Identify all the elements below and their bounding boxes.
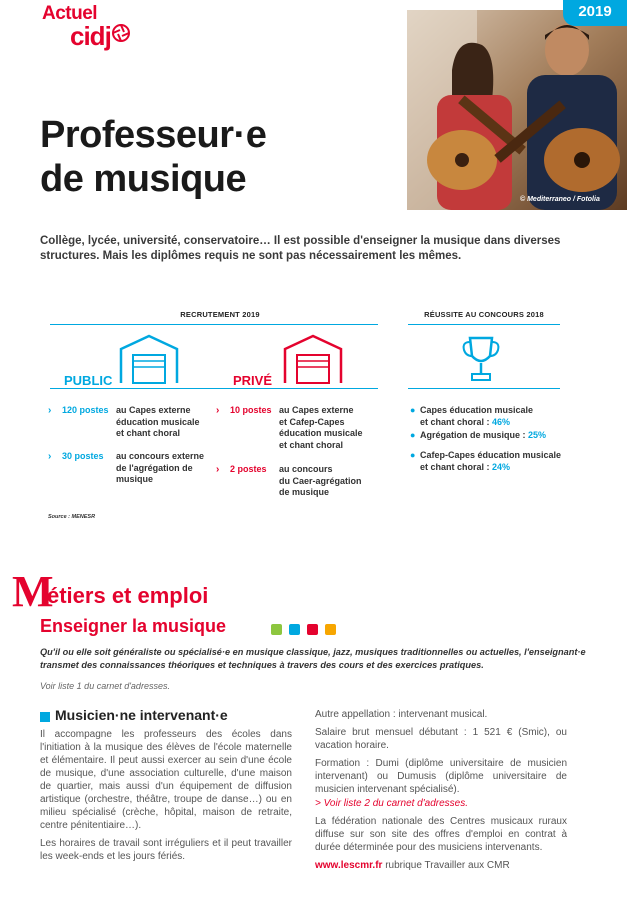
stat-desc-line: éducation musicale: [279, 428, 363, 438]
title-line-2: de musique: [40, 158, 247, 200]
success-pct: 46%: [492, 416, 511, 427]
success-text: Capes éducation musicale: [420, 405, 534, 415]
chevron-right-icon: ›: [216, 405, 220, 416]
stat-desc-line: au concours: [279, 464, 333, 474]
intro-text: Collège, lycée, université, conservatoire… Il est possible d'enseigner la musique dans diverses structures. Mais les diplômes requis ne sont pas nécessairement les mêmes.: [40, 235, 561, 262]
stat-desc: [279, 464, 362, 499]
success-heading: RÉUSSITE AU CONCOURS 2018: [424, 310, 544, 319]
success-rule: [408, 324, 560, 325]
stat-desc-line: du Caer-agrégation: [279, 475, 362, 486]
stat-desc: [116, 451, 204, 486]
stat-desc-line: au Capes externe: [116, 405, 191, 415]
success-text: et chant choral :: [420, 461, 493, 472]
stat-desc-line: musique: [116, 474, 154, 484]
success-rule-bottom: [408, 388, 560, 389]
logo-cidj: cidj: [70, 21, 111, 51]
stat-desc-line: au concours externe: [116, 451, 205, 461]
stat-number: 2 postes: [230, 464, 267, 474]
photo-credit: © Mediterraneo / Fotolia: [520, 196, 600, 203]
right-column: [315, 708, 567, 877]
color-square-red: [307, 624, 318, 635]
paragraph: Il accompagne les professeurs des écoles dans l'initiation à la musique des élèves de l'école maternelle et élémentaire. Il peut aussi exercer au sein d'une école de musique, d'une association culturelle, d'une maison de quartier, mais aussi d'un équipement de diffusion artistique (orchestre, théâtre, troupe de danse…) ou en milieu spécialisé (crèche, hôpital, maison de retraite, centre pénitentiaire…).: [40, 729, 292, 831]
stat-number: 10 postes: [230, 405, 272, 415]
bullet-icon: ●: [410, 405, 416, 415]
success-item-2: [410, 430, 580, 442]
trophy-icon: [460, 334, 502, 388]
public-building-icon: [118, 333, 180, 385]
prive-stat-1: [216, 405, 386, 457]
paragraph: Les horaires de travail sont irréguliers et il peut travailler les week-ends et les jours fériés.: [40, 838, 292, 862]
stat-number: 120 postes: [62, 405, 109, 415]
stat-desc-line: de musique: [279, 487, 330, 497]
stat-desc-line: et chant choral: [116, 428, 181, 438]
stat-number: 30 postes: [62, 451, 104, 461]
section-subtitle: Enseigner la musique: [40, 616, 227, 636]
page-title: [40, 113, 266, 201]
subsection-heading: Musicien·ne intervenant·e: [55, 707, 228, 723]
year-badge: 2019: [563, 0, 627, 26]
left-column: [40, 728, 292, 868]
prive-building-icon: [282, 333, 344, 385]
public-label: PUBLIC: [64, 373, 113, 388]
success-text: Cafep-Capes éducation musicale: [420, 450, 562, 460]
success-text: Agrégation de musique :: [420, 430, 529, 440]
prive-label: PRIVÉ: [233, 373, 273, 388]
success-item-3: [410, 450, 585, 473]
chevron-right-icon: ›: [48, 451, 52, 462]
recruitment-heading: RECRUTEMENT 2019: [180, 310, 260, 319]
paragraph: Salaire brut mensuel débutant : 1 521 € (Smic), ou vacation horaire.: [315, 727, 567, 751]
lead-paragraph: Qu'il ou elle soit généraliste ou spécialisé·e en musique classique, jazz, musiques traditionnelles ou actuelles, l'enseignant·e transmet des connaissances théoriques et techniques à travers des cours et des exercices pratiques.: [40, 647, 586, 670]
success-pct: 25%: [528, 430, 547, 440]
stat-desc-line: éducation musicale: [116, 416, 200, 427]
success-item-1: [410, 405, 580, 428]
prive-stat-2: [216, 464, 386, 504]
recruitment-rule-bottom: [50, 388, 378, 389]
color-square-blue: [289, 624, 300, 635]
website-link[interactable]: www.lescmr.fr: [315, 860, 383, 871]
public-stat-2: [48, 451, 208, 491]
reference-link[interactable]: > Voir liste 2 du carnet d'adresses.: [315, 798, 469, 809]
title-line-1: Professeur·e: [40, 114, 267, 156]
bullet-icon: ●: [410, 430, 416, 440]
heading-square-icon: [40, 712, 50, 722]
section-initial: M: [12, 567, 54, 616]
stat-desc-line: et Cafep-Capes: [279, 416, 345, 427]
paragraph: Autre appellation : intervenant musical.: [315, 709, 488, 720]
stat-desc-line: et chant choral: [279, 439, 344, 450]
link-suffix: rubrique Travailler aux CMR: [382, 860, 510, 871]
bullet-icon: ●: [410, 450, 416, 460]
aperture-icon: [111, 23, 131, 43]
public-stat-1: [48, 405, 208, 445]
stat-desc-line: de l'agrégation de: [116, 462, 193, 473]
chevron-right-icon: ›: [216, 464, 220, 475]
paragraph: Formation : Dumi (diplôme universitaire de musicien intervenant) ou Dumusis (diplôme universitaire de musicien intervenant spécialisé).: [315, 758, 567, 795]
color-square-green: [271, 624, 282, 635]
lead-reference: Voir liste 1 du carnet d'adresses.: [40, 681, 170, 691]
hero-photo: [407, 10, 627, 210]
source-note: Source : MENESR: [48, 514, 96, 520]
section-title: étiers et emploi: [47, 583, 209, 608]
stat-desc: [116, 405, 200, 440]
color-square-orange: [325, 624, 336, 635]
logo-actuel: Actuel: [42, 3, 98, 24]
success-text: et chant choral :: [420, 416, 493, 427]
success-pct: 24%: [492, 461, 511, 472]
paragraph: La fédération nationale des Centres musicaux ruraux diffuse sur son site des offres d'emploi en contrat à durée déterminée pour des musiciens intervenants.: [315, 816, 567, 853]
link-paragraph: [315, 859, 567, 872]
stat-desc: [279, 405, 363, 451]
recruitment-rule: [50, 324, 378, 325]
stat-desc-line: au Capes externe: [279, 405, 354, 415]
chevron-right-icon: ›: [48, 405, 52, 416]
